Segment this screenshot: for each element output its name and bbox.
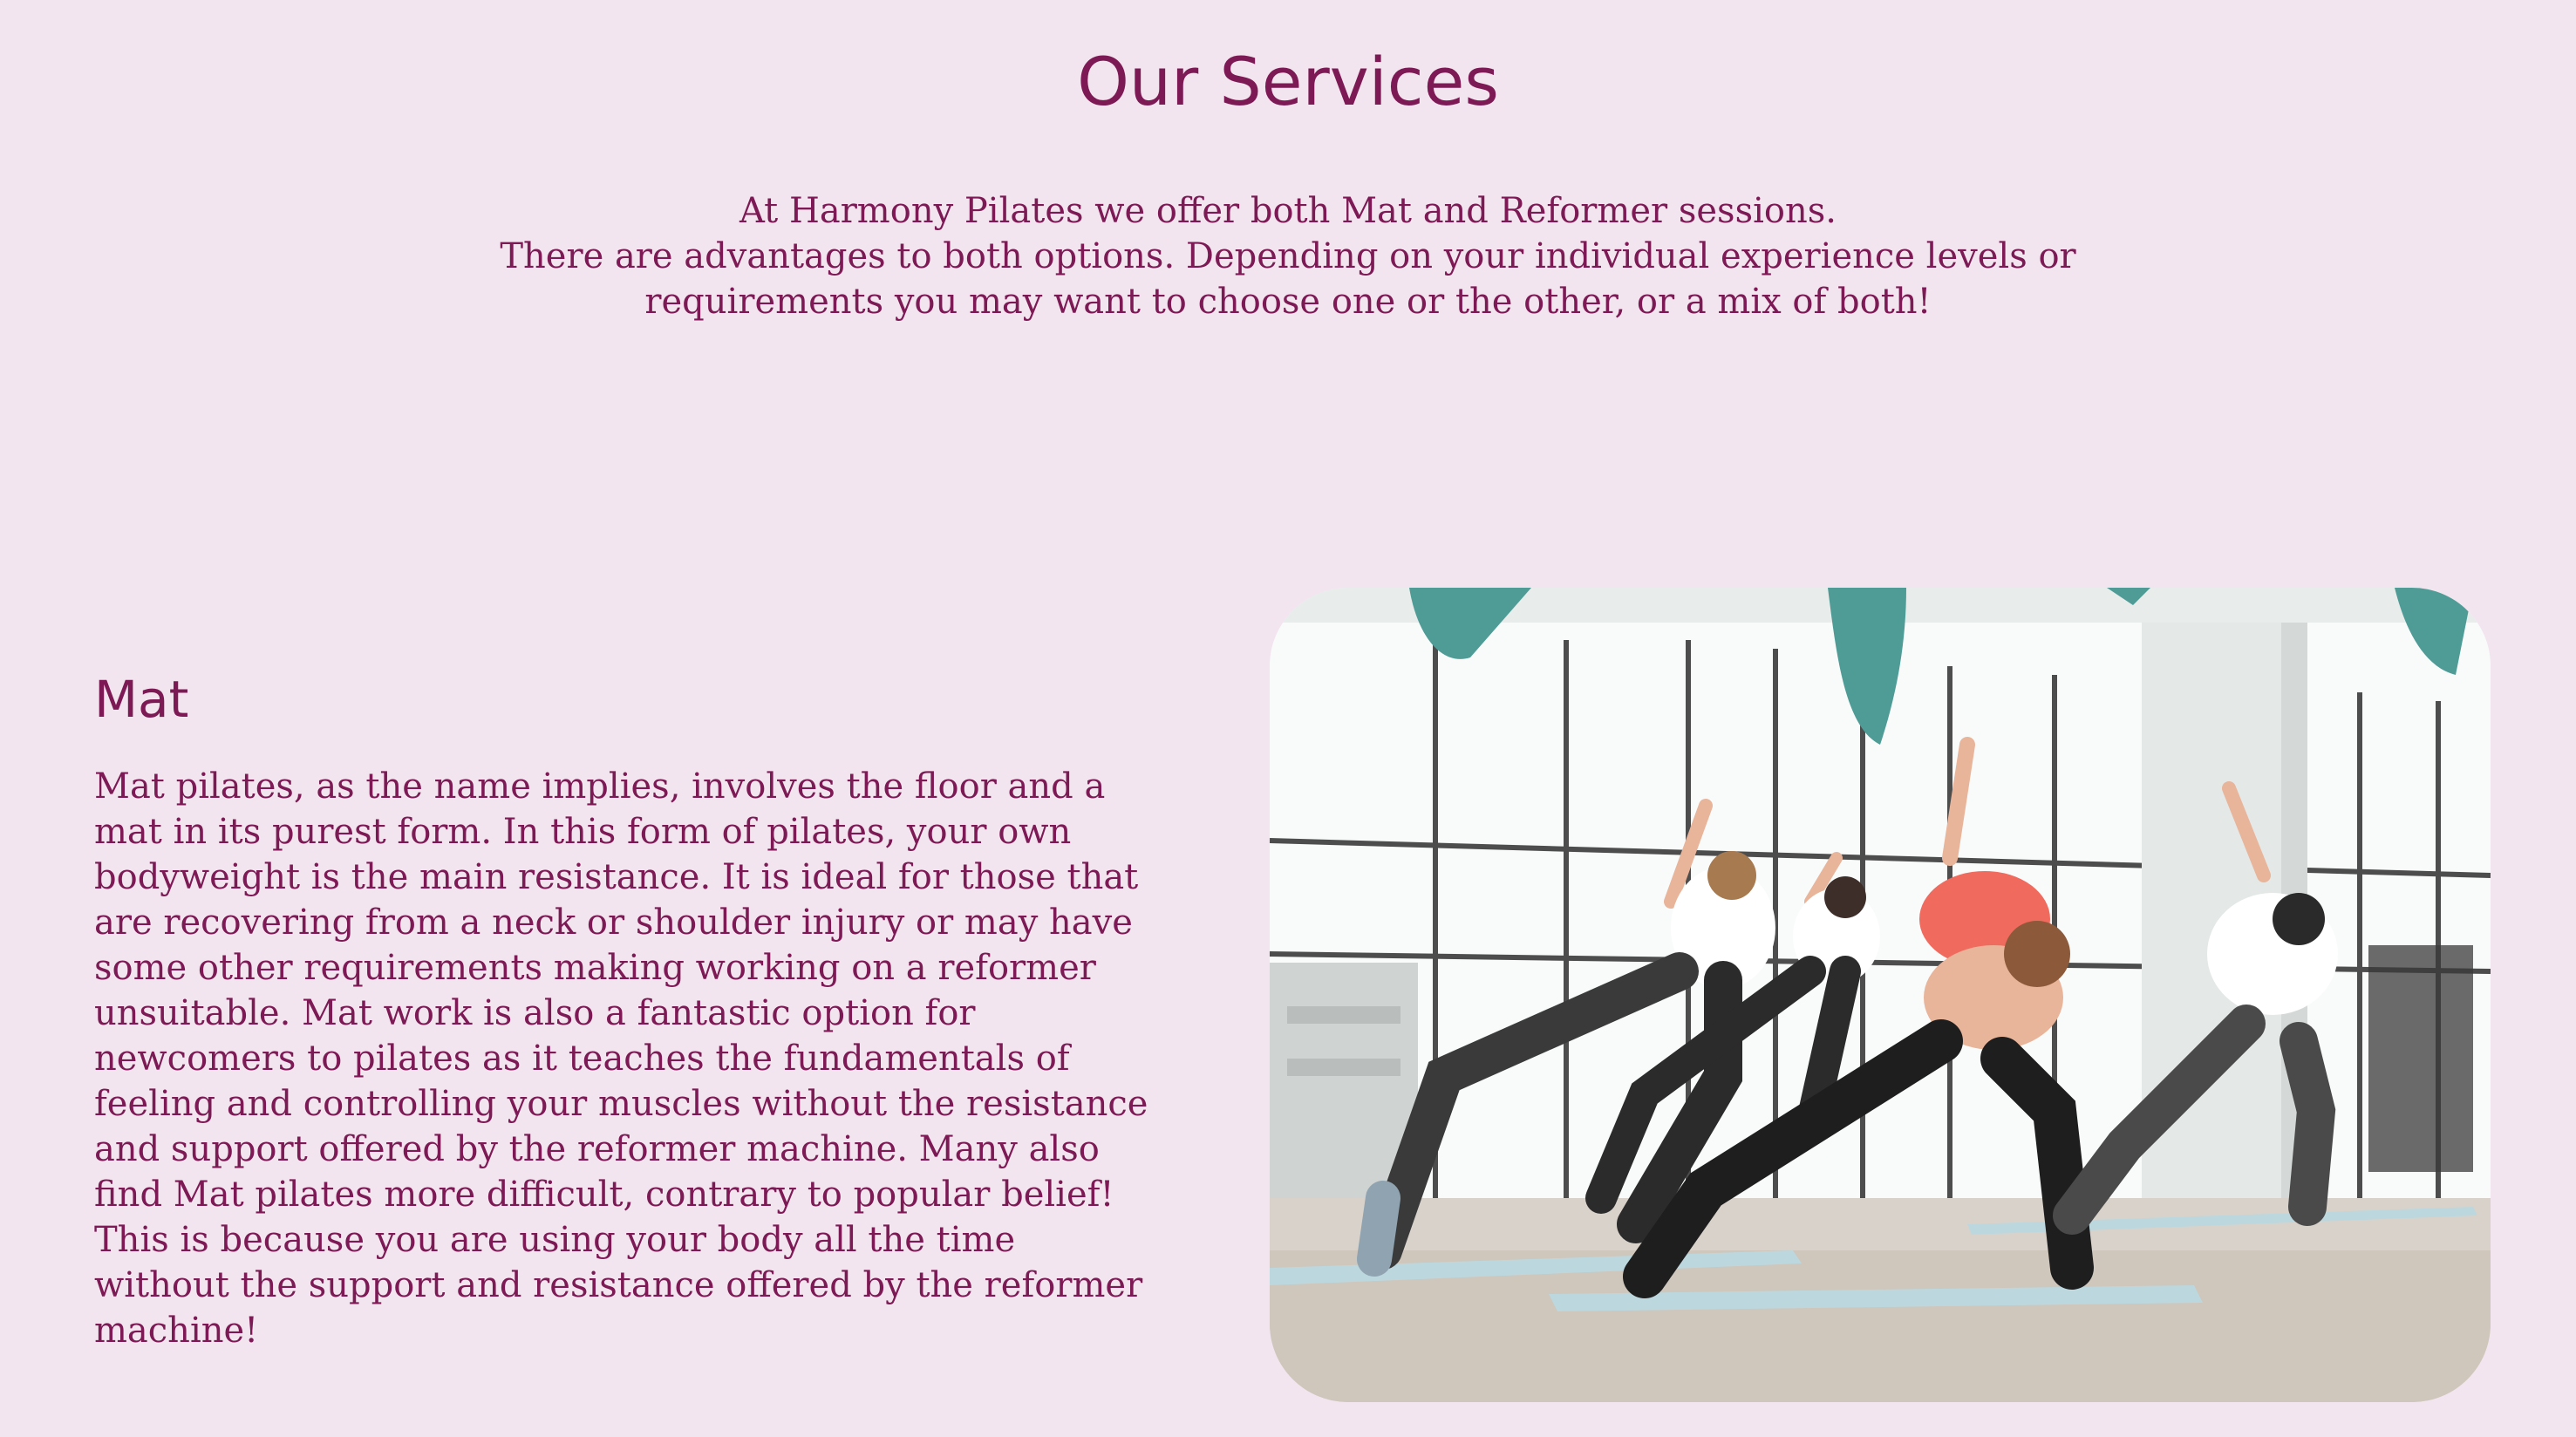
pilates-class-photo bbox=[1270, 588, 2491, 1402]
intro-line-1: At Harmony Pilates we offer both Mat and Reformer sessions. bbox=[739, 191, 1837, 231]
mat-section-title: Mat bbox=[94, 670, 189, 729]
intro-line-2: There are advantages to both options. Depending on your individual experience levels or requirements you may want to choose one or the other, or a mix of both! bbox=[500, 236, 2076, 322]
pilates-class-illustration bbox=[1270, 588, 2491, 1402]
intro-text bbox=[0, 188, 2576, 324]
mat-section-body: Mat pilates, as the name implies, involves the floor and a mat in its purest form. In this form of pilates, your own bodyweight is the main resistance. It is ideal for those that are recovering from a neck or shoulder injury or may have some other requirements making working on a reformer unsuitable. Mat work is also a fantastic option for newcomers to pilates as it teaches the fundamentals of feeling and controlling your muscles without the resistance and support offered by the reformer machine. Many also find Mat pilates more difficult, contrary to popular belief! This is because you are using your body all the time without the support and resistance offered by the reformer machine! bbox=[94, 766, 1148, 1351]
page-title: Our Services bbox=[1077, 43, 1499, 120]
